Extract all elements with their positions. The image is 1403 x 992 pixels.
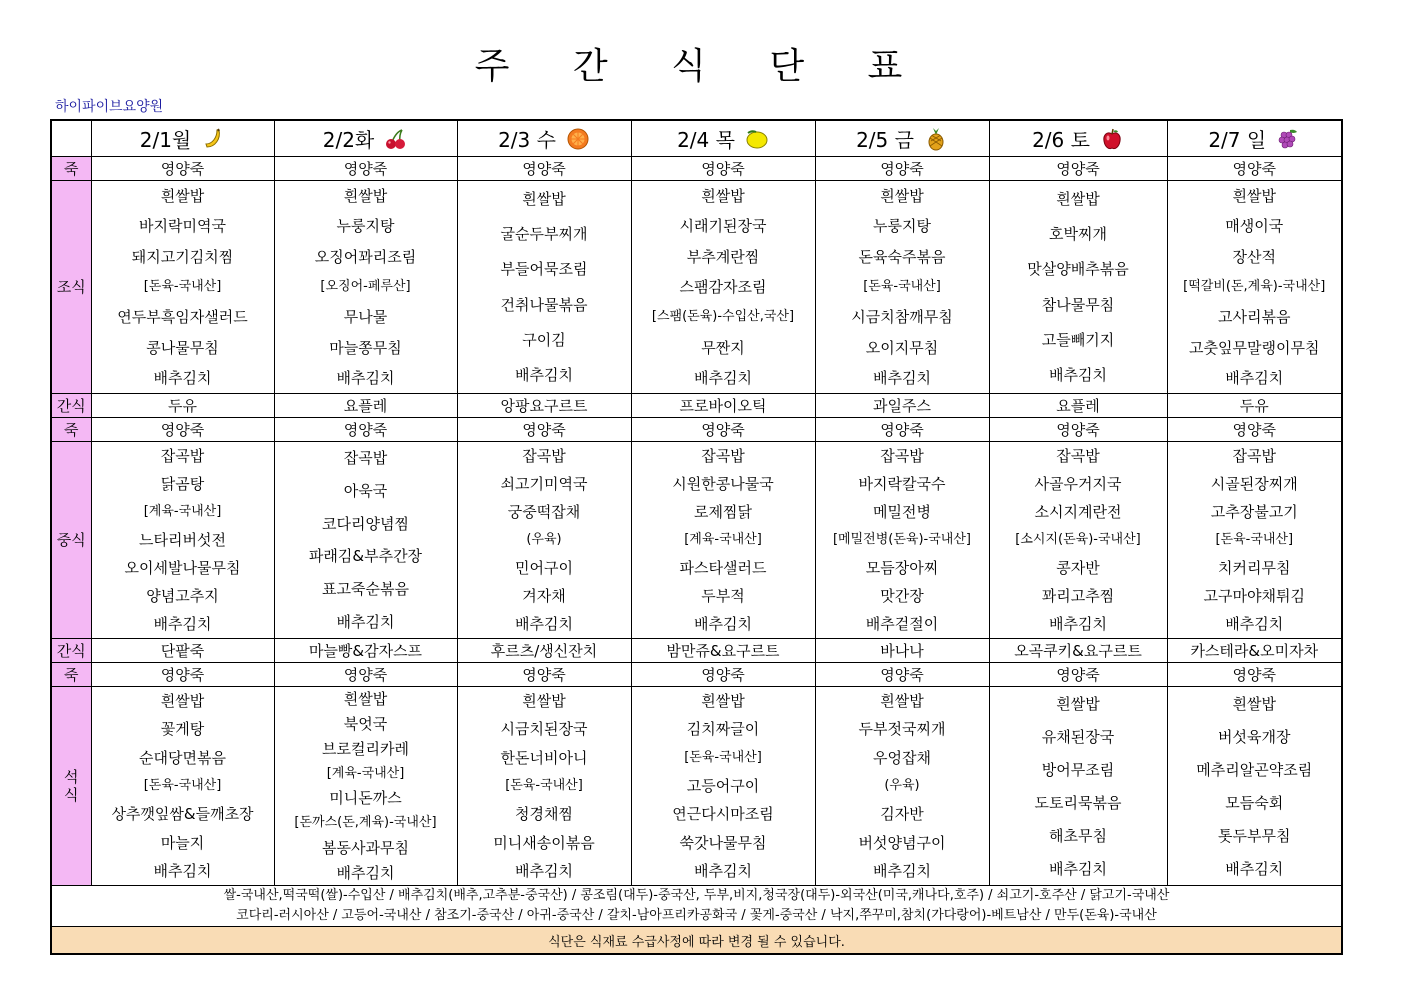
menu-item: 치커리무침	[1218, 559, 1291, 577]
dinner-label-char-1: 석	[64, 768, 79, 786]
menu-item: 파래김&부추간장	[308, 547, 423, 566]
menu-item: 배추김치	[515, 366, 573, 385]
menu-item: 배추김치	[694, 861, 752, 880]
menu-item: 김치짜글이	[686, 720, 760, 739]
menu-item: 배추김치	[873, 861, 931, 880]
menu-item: 도토리묵볶음	[1034, 793, 1122, 812]
juk-cell: 영양죽	[457, 418, 631, 442]
menu-item: 흰쌀밥	[160, 187, 205, 206]
day-header	[815, 120, 989, 157]
dinner-cell	[1167, 687, 1342, 886]
menu-item: 누룽지탕	[873, 217, 931, 236]
snack-cell: 단팥죽	[91, 639, 274, 663]
menu-item: 배추김치	[336, 612, 395, 631]
menu-item: 미니새송이볶음	[493, 833, 595, 852]
lemon-icon	[745, 127, 769, 151]
snack-row-2	[51, 639, 1342, 663]
day-label: 2/7 일	[1208, 128, 1267, 152]
menu-item: 메추리알곤약조림	[1196, 760, 1313, 779]
menu-item: 배추김치	[1225, 615, 1284, 633]
juk-cell: 영양죽	[631, 663, 815, 687]
menu-item: 소시지계란전	[1034, 503, 1122, 521]
menu-item: 배추김치	[1225, 368, 1284, 387]
menu-item: 해초무침	[1049, 826, 1107, 845]
menu-item: 잡곡밥	[160, 447, 205, 465]
menu-item: 미니돈까스	[329, 789, 402, 808]
menu-item: 흰쌀밥	[880, 692, 924, 711]
menu-item: 두부적	[701, 587, 745, 605]
menu-item: 우엉잡채	[873, 748, 931, 767]
apple-icon	[1100, 127, 1124, 151]
organization-name: 하이파이브요양원	[55, 99, 164, 115]
juk-cell: 영양죽	[631, 157, 815, 181]
juk-cell: 영양죽	[274, 157, 457, 181]
juk-cell: 영양죽	[91, 663, 274, 687]
menu-item: 고들빼기지	[1041, 330, 1115, 349]
menu-item: 흰쌀밥	[343, 690, 388, 709]
menu-item: 꽈리고추찜	[1041, 587, 1115, 605]
menu-item: 한돈너비아니	[500, 748, 588, 767]
snack-cell: 두유	[1167, 394, 1342, 418]
breakfast-cell	[989, 181, 1167, 394]
menu-item: 흰쌀밥	[1056, 189, 1100, 208]
juk-cell: 영양죽	[989, 418, 1167, 442]
snack-cell: 마늘빵&감자스프	[274, 639, 457, 663]
menu-item: 흰쌀밥	[880, 187, 924, 206]
notice-text: 식단은 식재료 수급사정에 따라 변경 될 수 있습니다.	[51, 927, 1342, 955]
grape-icon	[1276, 127, 1300, 151]
menu-item: 북엇국	[343, 715, 388, 734]
menu-item: 누룽지탕	[336, 217, 395, 236]
menu-item: 장산적	[1232, 247, 1276, 266]
menu-item: 유채된장국	[1041, 727, 1115, 746]
origin-info	[51, 886, 1342, 927]
juk-cell: 영양죽	[1167, 663, 1342, 687]
menu-item: 연근다시마조림	[672, 805, 774, 824]
dinner-cell	[91, 687, 274, 886]
menu-item: 마늘지	[160, 833, 205, 852]
menu-item: 오이세발나물무침	[124, 559, 241, 577]
menu-item: [돈육-국내산]	[1215, 532, 1294, 547]
juk-cell: 영양죽	[457, 663, 631, 687]
snack-cell: 후르츠/생신잔치	[457, 639, 631, 663]
banana-icon	[201, 127, 225, 151]
menu-item: 닭곰탕	[160, 475, 205, 493]
menu-item: 잡곡밥	[880, 447, 924, 465]
menu-item: [메밀전병(돈육)-국내산]	[832, 532, 971, 547]
snack-cell: 밤만쥬&요구르트	[631, 639, 815, 663]
menu-item: 배추김치	[515, 861, 573, 880]
menu-item: 연두부흑임자샐러드	[117, 308, 248, 327]
menu-item: 흰쌀밥	[522, 692, 566, 711]
menu-item: 봄동사과무침	[322, 838, 409, 857]
menu-item: [계육-국내산]	[684, 532, 762, 547]
menu-item: 시골된장찌개	[1210, 475, 1298, 493]
menu-item: 부들어묵조림	[500, 260, 588, 279]
snack-cell: 두유	[91, 394, 274, 418]
menu-item: 아욱국	[343, 481, 388, 500]
menu-item: 매생이국	[1225, 217, 1284, 236]
lunch-cell	[989, 442, 1167, 639]
row-label-breakfast: 조식	[51, 181, 91, 394]
menu-item: [돈육-국내산]	[505, 777, 583, 793]
day-label: 2/5 금	[856, 128, 914, 152]
row-label-dinner	[51, 687, 91, 886]
breakfast-cell	[274, 181, 457, 394]
lunch-cell	[631, 442, 815, 639]
menu-item: 배추김치	[1225, 859, 1284, 878]
snack-cell: 요플레	[274, 394, 457, 418]
menu-item: 배추김치	[336, 368, 395, 387]
pineapple-icon	[924, 127, 948, 151]
menu-item: 배추김치	[694, 368, 752, 387]
breakfast-cell	[1167, 181, 1342, 394]
menu-item: 배추김치	[1049, 859, 1107, 878]
menu-item: 양념고추지	[146, 587, 219, 605]
row-label-lunch: 중식	[51, 442, 91, 639]
menu-item: [돈육-국내산]	[684, 749, 762, 765]
menu-item: 배추김치	[694, 615, 752, 633]
menu-item: 배추김치	[873, 368, 931, 387]
menu-item: 모듬장아찌	[865, 559, 939, 577]
day-label: 2/1월	[139, 128, 192, 152]
lunch-cell	[457, 442, 631, 639]
menu-item: 무짠지	[701, 338, 745, 357]
menu-item: 콩나물무침	[146, 338, 219, 357]
dinner-row	[51, 687, 1342, 886]
breakfast-cell	[631, 181, 815, 394]
juk-cell: 영양죽	[815, 663, 989, 687]
snack-cell: 앙팡요구르트	[457, 394, 631, 418]
menu-item: 모듬숙회	[1225, 793, 1284, 812]
menu-item: 배추김치	[1049, 366, 1107, 385]
lunch-row	[51, 442, 1342, 639]
breakfast-row	[51, 181, 1342, 394]
juk-cell: 영양죽	[1167, 157, 1342, 181]
dinner-cell	[815, 687, 989, 886]
menu-item: 잡곡밥	[343, 449, 388, 468]
menu-item: 콩자반	[1056, 559, 1100, 577]
juk-cell: 영양죽	[1167, 418, 1342, 442]
snack-cell: 프로바이오틱	[631, 394, 815, 418]
juk-cell: 영양죽	[631, 418, 815, 442]
menu-item: 민어구이	[515, 559, 573, 577]
menu-item: [스팸(돈육)-수입산,국산]	[651, 309, 795, 325]
menu-item: 브로컬리카레	[322, 739, 409, 758]
menu-item: 흰쌀밥	[1232, 187, 1276, 206]
lunch-cell	[815, 442, 989, 639]
day-header	[457, 120, 631, 157]
dinner-label-char-2: 식	[64, 786, 79, 804]
menu-item: 꽃게탕	[160, 720, 205, 739]
day-header	[274, 120, 457, 157]
menu-item: (우육)	[884, 777, 920, 793]
lunch-cell	[274, 442, 457, 639]
menu-item: 무나물	[343, 308, 388, 327]
menu-item: 겨자채	[522, 587, 566, 605]
origin-line-2: 코다리-러시아산 / 고등어-국내산 / 참조기-중국산 / 아귀-중국산 / 갈치-남아프리카공화국 / 꽃게-중국산 / 낙지,쭈꾸미,참치(가다랑어)-베트남산 / 만두(돈육)-국내산	[236, 908, 1157, 923]
menu-item: 스팸감자조림	[679, 277, 767, 296]
menu-item: 마늘쫑무침	[329, 338, 402, 357]
dinner-cell	[631, 687, 815, 886]
menu-item: 고사리볶음	[1218, 308, 1291, 327]
snack-cell: 과일주스	[815, 394, 989, 418]
menu-item: 흰쌀밥	[1232, 694, 1276, 713]
snack-cell: 요플레	[989, 394, 1167, 418]
origin-line-1: 쌀-국내산,떡국떡(쌀)-수입산 / 배추김치(배추,고추분-중국산) / 콩조림(대두)-중국산, 두부,비지,청국장(대두)-외국산(미국,캐나다,호주) / 쇠고기-호주산 / 닭고기-국내산	[223, 888, 1170, 903]
menu-item: 코다리양념찜	[322, 514, 409, 533]
menu-item: 흰쌀밥	[701, 187, 745, 206]
juk-cell: 영양죽	[274, 663, 457, 687]
menu-item: 고등어구이	[686, 776, 760, 795]
menu-item: 궁중떡잡채	[507, 503, 581, 521]
notice-row	[51, 927, 1342, 955]
day-label: 2/4 목	[677, 128, 735, 152]
page-title: 주 간 식 단 표	[474, 46, 929, 87]
menu-item: 맛간장	[880, 587, 924, 605]
snack-row-1	[51, 394, 1342, 418]
menu-item: 느타리버섯전	[139, 531, 226, 549]
row-label-juk: 죽	[51, 418, 91, 442]
juk-cell: 영양죽	[815, 157, 989, 181]
juk-cell: 영양죽	[815, 418, 989, 442]
menu-item: 흰쌀밥	[1056, 694, 1100, 713]
dinner-cell	[457, 687, 631, 886]
day-label: 2/2화	[322, 128, 375, 152]
menu-item: 버섯육개장	[1218, 727, 1291, 746]
menu-item: 건취나물볶음	[500, 295, 588, 314]
day-label: 2/6 토	[1032, 128, 1090, 152]
menu-item: 오징어꽈리조림	[314, 247, 417, 266]
menu-item: 시원한콩나물국	[672, 475, 774, 493]
cherry-icon	[384, 127, 408, 151]
weekly-menu-table	[50, 119, 1343, 955]
juk-row-2	[51, 418, 1342, 442]
menu-item: 김자반	[880, 805, 924, 824]
menu-item: (우육)	[526, 532, 562, 547]
menu-item: 시금치된장국	[500, 720, 588, 739]
corner-cell	[51, 120, 91, 157]
juk-cell: 영양죽	[989, 157, 1167, 181]
menu-item: 배추김치	[336, 863, 395, 882]
menu-item: 구이김	[522, 330, 566, 349]
snack-cell: 카스테라&오미자차	[1167, 639, 1342, 663]
menu-item: 고춧잎무말랭이무침	[1189, 338, 1320, 357]
menu-item: 톳두부무침	[1218, 826, 1291, 845]
juk-cell: 영양죽	[274, 418, 457, 442]
menu-item: [돈까스(돈,계육)-국내산]	[294, 815, 437, 831]
menu-item: [계육-국내산]	[326, 765, 405, 781]
menu-item: 로제찜닭	[694, 503, 752, 521]
juk-row-1	[51, 157, 1342, 181]
row-label-snack: 간식	[51, 639, 91, 663]
menu-item: 배추김치	[1049, 615, 1107, 633]
menu-item: [돈육-국내산]	[863, 278, 941, 294]
menu-item: 잡곡밥	[1056, 447, 1100, 465]
menu-item: 잡곡밥	[522, 447, 566, 465]
menu-item: [떡갈비(돈,계육)-국내산]	[1183, 278, 1326, 294]
menu-item: 흰쌀밥	[701, 692, 745, 711]
menu-item: 배추겉절이	[865, 615, 939, 633]
menu-item: 배추김치	[515, 615, 573, 633]
menu-item: 배추김치	[153, 615, 212, 633]
menu-item: 부추계란찜	[686, 247, 760, 266]
menu-item: 사골우거지국	[1034, 475, 1122, 493]
orange-icon	[566, 127, 590, 151]
dinner-cell	[274, 687, 457, 886]
menu-item: [돈육-국내산]	[143, 777, 222, 793]
menu-item: 청경채찜	[515, 805, 573, 824]
day-header-row	[51, 120, 1342, 157]
menu-item: 배추김치	[153, 861, 212, 880]
menu-item: 메밀전병	[873, 503, 931, 521]
menu-item: 흰쌀밥	[522, 189, 566, 208]
day-header	[631, 120, 815, 157]
menu-item: 바지락미역국	[139, 217, 226, 236]
menu-item: 표고죽순볶음	[322, 579, 409, 598]
menu-item: 쑥갓나물무침	[679, 833, 767, 852]
row-label-juk: 죽	[51, 663, 91, 687]
menu-item: 고추장불고기	[1210, 503, 1298, 521]
menu-item: 시금치참깨무침	[851, 308, 953, 327]
menu-item: 바지락칼국수	[858, 475, 946, 493]
breakfast-cell	[91, 181, 274, 394]
menu-item: 잡곡밥	[701, 447, 745, 465]
menu-item: 시래기된장국	[679, 217, 767, 236]
menu-item: 돼지고기김치찜	[131, 247, 234, 266]
row-label-snack: 간식	[51, 394, 91, 418]
menu-item: 맛살양배추볶음	[1027, 260, 1129, 279]
juk-row-3	[51, 663, 1342, 687]
menu-item: 고구마야채튀김	[1203, 587, 1305, 605]
menu-item: 잡곡밥	[1232, 447, 1276, 465]
menu-item: 순대당면볶음	[139, 748, 226, 767]
lunch-cell	[91, 442, 274, 639]
juk-cell: 영양죽	[989, 663, 1167, 687]
menu-item: [오징어-페루산]	[320, 278, 411, 294]
juk-cell: 영양죽	[91, 418, 274, 442]
lunch-cell	[1167, 442, 1342, 639]
menu-item: 버섯양념구이	[858, 833, 946, 852]
breakfast-cell	[815, 181, 989, 394]
juk-cell: 영양죽	[91, 157, 274, 181]
menu-item: 방어무조림	[1041, 760, 1115, 779]
day-header	[989, 120, 1167, 157]
menu-item: 돈육숙주볶음	[858, 247, 946, 266]
breakfast-cell	[457, 181, 631, 394]
day-header	[1167, 120, 1342, 157]
row-label-juk: 죽	[51, 157, 91, 181]
menu-item: 쇠고기미역국	[500, 475, 588, 493]
day-header	[91, 120, 274, 157]
menu-item: [돈육-국내산]	[143, 278, 222, 294]
menu-item: [계육-국내산]	[143, 504, 222, 519]
dinner-cell	[989, 687, 1167, 886]
juk-cell: 영양죽	[457, 157, 631, 181]
snack-cell: 오곡쿠키&요구르트	[989, 639, 1167, 663]
menu-item: [소시지(돈육)-국내산]	[1015, 532, 1141, 547]
menu-item: 굴순두부찌개	[500, 224, 588, 243]
menu-item: 흰쌀밥	[160, 692, 205, 711]
menu-item: 두부젓국찌개	[858, 720, 946, 739]
menu-item: 오이지무침	[865, 338, 939, 357]
menu-item: 호박찌개	[1049, 224, 1107, 243]
snack-cell: 바나나	[815, 639, 989, 663]
menu-item: 파스타샐러드	[679, 559, 767, 577]
menu-item: 상추깻잎쌈&들깨초장	[111, 805, 254, 824]
day-label: 2/3 수	[498, 128, 556, 152]
menu-item: 흰쌀밥	[343, 187, 388, 206]
origin-row	[51, 886, 1342, 927]
menu-item: 배추김치	[153, 368, 212, 387]
menu-item: 참나물무침	[1041, 295, 1115, 314]
